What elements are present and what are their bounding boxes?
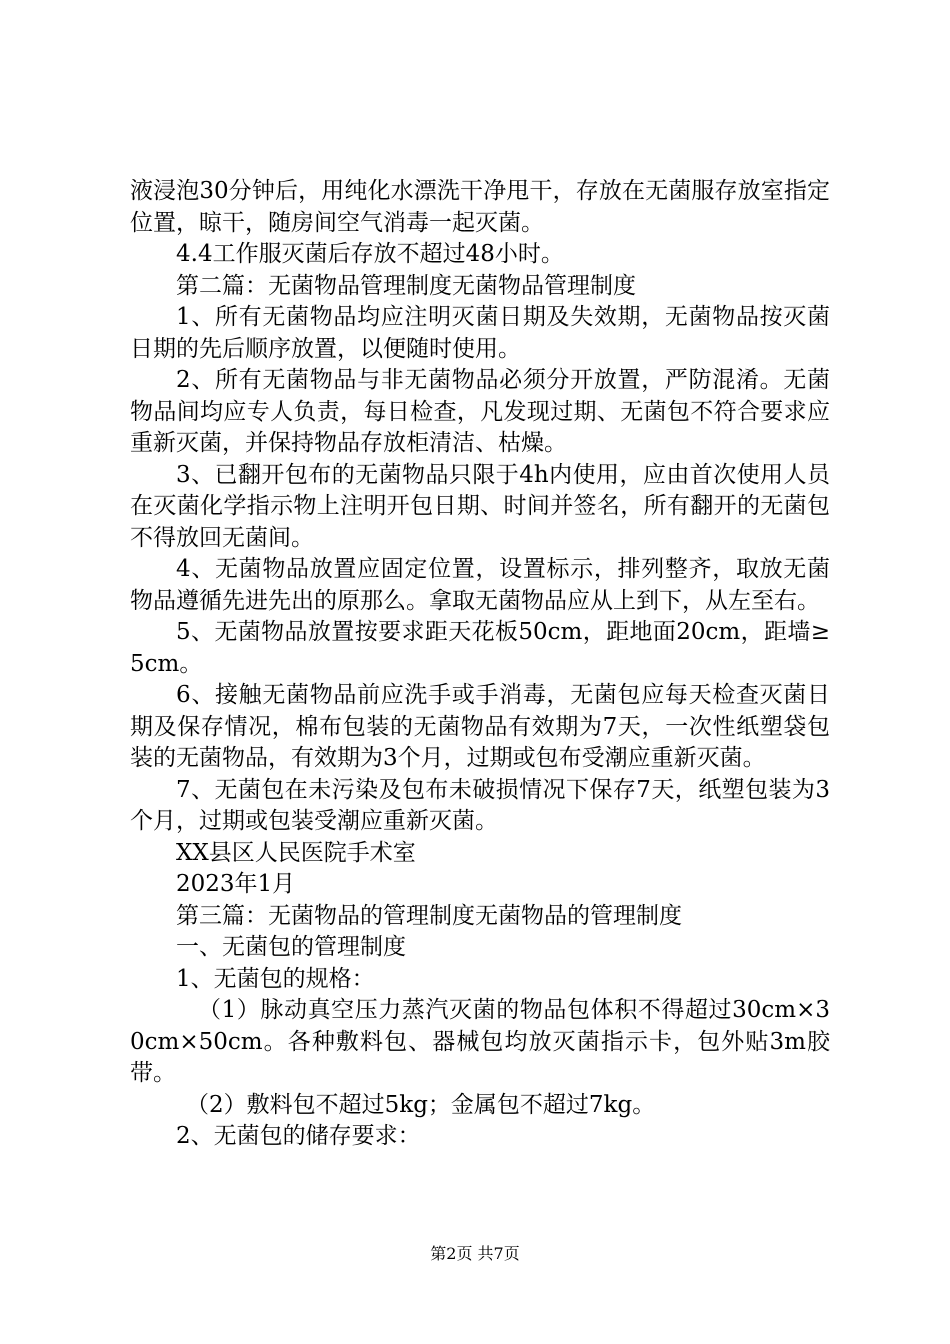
paragraph-18: 2、无菌包的储存要求： <box>176 1123 421 1149</box>
paragraph-17: （2）敷料包不超过5kg；金属包不超过7kg。 <box>186 1091 656 1118</box>
paragraph-2: 4.4工作服灭菌后存放不超过48小时。 <box>176 241 564 267</box>
paragraph-8: 5、无菌物品放置按要求距天花板50cm，距地面20cm，距墙≥5cm。 <box>130 619 830 677</box>
page-footer: 第2页 共7页 <box>430 1244 520 1263</box>
section-heading-2: 第二篇：无菌物品管理制度无菌物品管理制度 <box>176 272 636 299</box>
document-body <box>130 176 830 1153</box>
paragraph-7: 4、无菌物品放置应固定位置，设置标示，排列整齐，取放无菌物品遵循先进先出的原那么。拿取无菌物品应从上到下，从左至右。 <box>130 556 830 614</box>
paragraph-15: 1、无菌包的规格： <box>176 965 375 992</box>
paragraph-6: 3、已翻开包布的无菌物品只限于4h内使用，应由首次使用人员在灭菌化学指示物上注明开包日期、时间并签名，所有翻开的无菌包不得放回无菌间。 <box>130 461 830 551</box>
paragraph-10: 7、无菌包在未污染及包布未破损情况下保存7天，纸塑包装为3个月，过期或包装受潮应重新灭菌。 <box>130 776 830 834</box>
signature-date: 2023年1月 <box>176 871 296 897</box>
paragraph-4: 1、所有无菌物品均应注明灭菌日期及失效期，无菌物品按灭菌日期的先后顺序放置，以便随时使用。 <box>130 304 830 362</box>
paragraph-9: 6、接触无菌物品前应洗手或手消毒，无菌包应每天检查灭菌日期及保存情况，棉布包装的无菌物品有效期为7天，一次性纸塑袋包装的无菌物品，有效期为3个月，过期或包布受潮应重新灭菌。 <box>130 682 830 771</box>
signature-org: XX县区人民医院手术室 <box>176 839 416 866</box>
paragraph-1: 液浸泡30分钟后，用纯化水漂洗干净甩干，存放在无菌服存放室指定位置，晾干，随房间空气消毒一起灭菌。 <box>130 178 830 236</box>
paragraph-16: （1）脉动真空压力蒸汽灭菌的物品包体积不得超过30cm×30cm×50cm。各种敷料包、器械包均放灭菌指示卡，包外贴3m胶带。 <box>130 997 830 1086</box>
section-heading-3: 第三篇：无菌物品的管理制度无菌物品的管理制度 <box>176 902 682 929</box>
subheading-1: 一、无菌包的管理制度 <box>176 934 406 960</box>
paragraph-5: 2、所有无菌物品与非无菌物品必须分开放置，严防混淆。无菌物品间均应专人负责，每日检查，凡发现过期、无菌包不符合要求应重新灭菌，并保持物品存放柜清洁、枯燥。 <box>130 367 830 456</box>
